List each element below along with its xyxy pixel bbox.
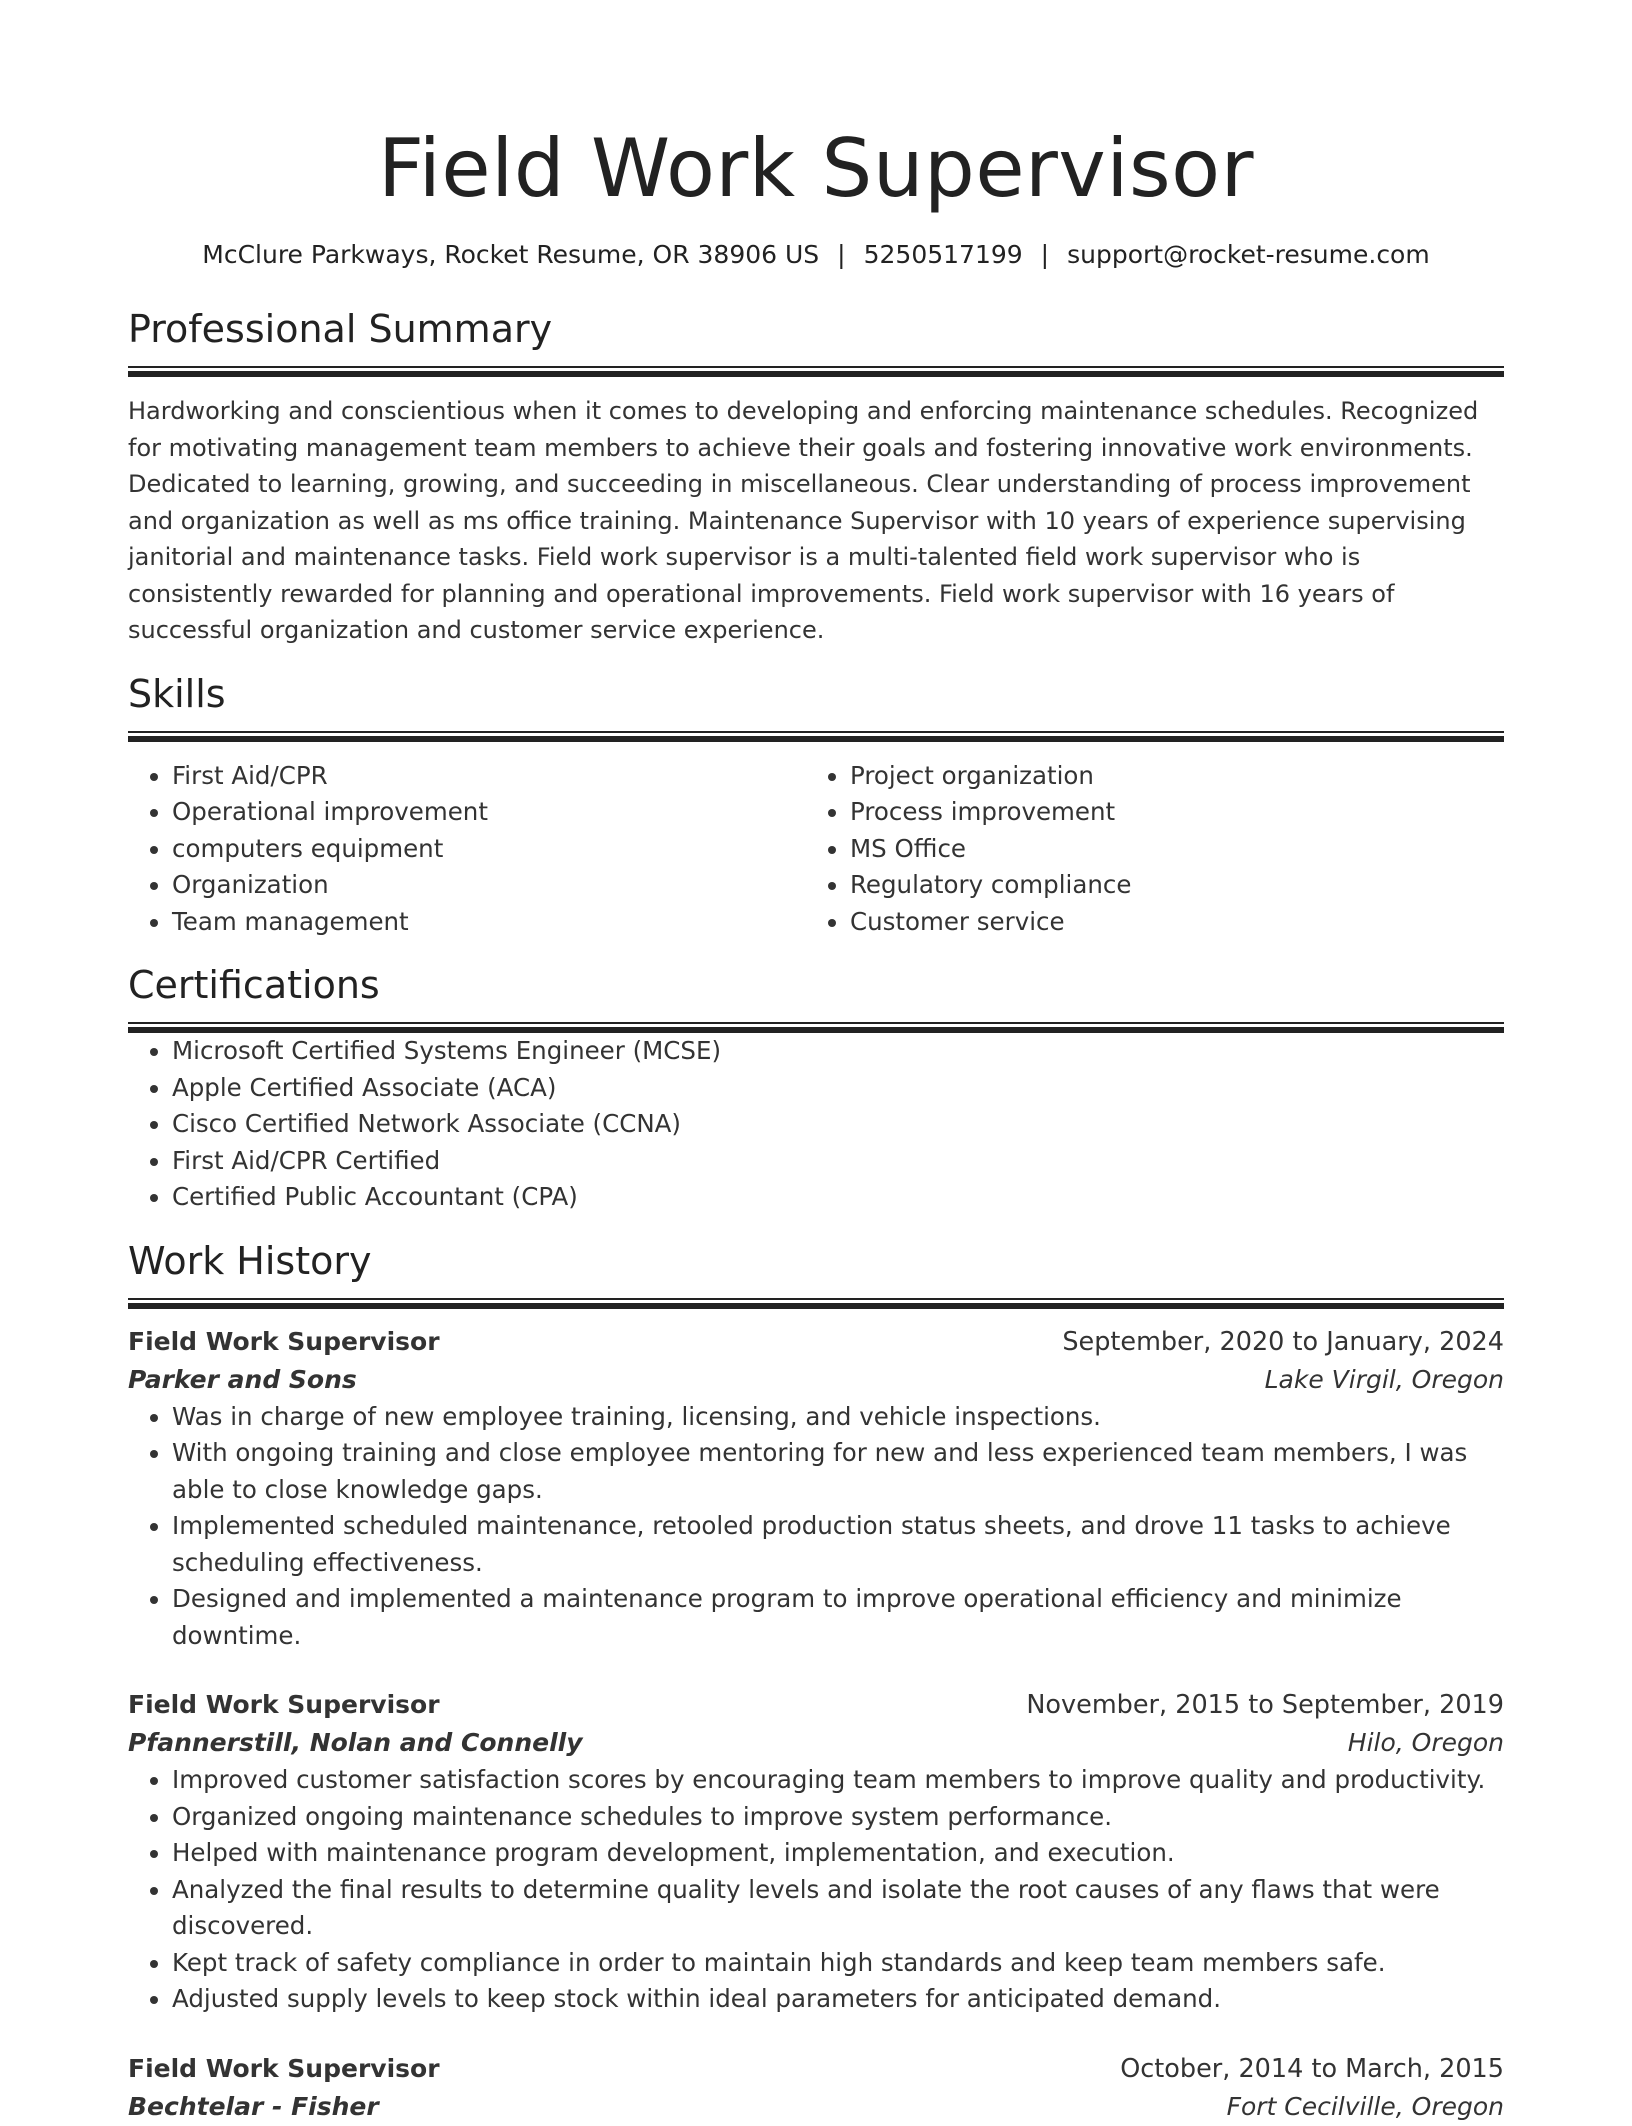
contact-separator: |: [837, 240, 846, 269]
summary-text: Hardworking and conscientious when it comes to developing and enforcing maintenance schedules. Recognized for motivating management team members to achieve their goals and fostering innovative work environments. Dedicated to learning, growing, and succeeding in miscellaneous. Clear understanding of process improvement and organization as well as ms office training. Maintenance Supervisor with 10 years of experience supervising janitorial and maintenance tasks. Field work supervisor is a multi-talented field work supervisor who is consistently rewarded for planning and operational improvements. Field work supervisor with 16 years of successful organization and customer service experience.: [128, 397, 1479, 644]
section-heading-skills: Skills: [128, 671, 226, 716]
resume-page: [128, 0, 1504, 2126]
job-bullet: • Implemented scheduled maintenance, retooled production status sheets, and drove 11 tasks to achieve scheduling effectiveness.: [172, 1508, 1504, 1581]
job-location: Hilo, Oregon: [1347, 1728, 1504, 1757]
section-divider: [128, 1022, 1504, 1033]
job-header-row: [128, 2050, 1504, 2088]
skills-section: [128, 671, 1504, 941]
section-divider: [128, 731, 1504, 742]
job-company: Pfannerstill, Nolan and Connelly: [128, 1728, 583, 1757]
job-header-row: [128, 1686, 1504, 1724]
job-company-row: [128, 2088, 1504, 2126]
work-history-section: [128, 1238, 1504, 2126]
certification-item: • Cisco Certified Network Associate (CCNA): [172, 1106, 1504, 1143]
job-bullet: • Was in charge of new employee training, licensing, and vehicle inspections.: [172, 1399, 1504, 1436]
job-bullet: • Kept track of safety compliance in order to maintain high standards and keep team members safe.: [172, 1945, 1504, 1982]
skill-item: • Project organization: [850, 758, 1484, 795]
job-company-row: [128, 1361, 1504, 1399]
job-dates: September, 2020 to January, 2024: [1062, 1326, 1504, 1357]
skill-item: • Customer service: [850, 904, 1484, 941]
job-entry: [128, 2050, 1504, 2126]
job-company: Parker and Sons: [128, 1364, 357, 1394]
contact-address: McClure Parkways, Rocket Resume, OR 38906 US: [202, 240, 820, 269]
certification-item: • Microsoft Certified Systems Engineer (MCSE): [172, 1033, 1504, 1070]
certification-item: • Certified Public Accountant (CPA): [172, 1179, 1504, 1216]
skill-item: • computers equipment: [172, 831, 806, 868]
skill-item: • Team management: [172, 904, 806, 941]
skill-item: • Process improvement: [850, 794, 1484, 831]
summary-section: [128, 306, 1504, 649]
section-divider: [128, 366, 1504, 377]
job-title: Field Work Supervisor: [128, 1326, 440, 1356]
job-location: Lake Virgil, Oregon: [1264, 1364, 1504, 1394]
skill-item: • First Aid/CPR: [172, 758, 806, 795]
job-company-row: [128, 1724, 1504, 1762]
contact-line: [128, 238, 1504, 272]
skill-item: • MS Office: [850, 831, 1484, 868]
job-header-row: [128, 1323, 1504, 1361]
contact-separator: |: [1040, 240, 1050, 269]
job-bullet: • Adjusted supply levels to keep stock within ideal parameters for anticipated demand.: [172, 1981, 1504, 2018]
job-bullet: • Helped with maintenance program development, implementation, and execution.: [172, 1835, 1504, 1872]
job-bullet: • With ongoing training and close employee mentoring for new and less experienced team members, I was able to close knowledge gaps.: [172, 1435, 1504, 1508]
skills-columns: [128, 758, 1504, 941]
page-title: Field Work Supervisor: [377, 122, 1255, 215]
job-entry: [128, 1686, 1504, 2018]
skill-item: • Organization: [172, 867, 806, 904]
job-dates: October, 2014 to March, 2015: [1120, 2053, 1504, 2084]
section-divider: [128, 1298, 1504, 1309]
section-heading-certifications: Certifications: [128, 963, 380, 1007]
job-company: Bechtelar - Fisher: [128, 2091, 379, 2121]
job-bullets: [128, 1399, 1504, 1655]
contact-phone: 5250517199: [863, 240, 1023, 269]
job-dates: November, 2015 to September, 2019: [1026, 1690, 1504, 1720]
skills-list-right: [806, 758, 1484, 941]
job-bullet: • Designed and implemented a maintenance program to improve operational efficiency and minimize downtime.: [172, 1581, 1504, 1654]
certification-item: • First Aid/CPR Certified: [172, 1143, 1504, 1180]
certification-item: • Apple Certified Associate (ACA): [172, 1070, 1504, 1107]
job-entry: [128, 1323, 1504, 1655]
skill-item: • Regulatory compliance: [850, 867, 1484, 904]
certifications-section: [128, 962, 1504, 1216]
job-title: Field Work Supervisor: [128, 1690, 440, 1719]
skills-column-left: [128, 758, 806, 941]
section-heading-work-history: Work History: [128, 1238, 372, 1283]
job-bullets: [128, 1762, 1504, 2018]
job-title: Field Work Supervisor: [128, 2053, 440, 2083]
job-bullet: • Organized ongoing maintenance schedules to improve system performance.: [172, 1799, 1504, 1836]
section-heading-summary: Professional Summary: [128, 307, 553, 351]
certifications-list: [128, 1033, 1504, 1216]
job-location: Fort Cecilville, Oregon: [1226, 2091, 1504, 2121]
contact-email: support@rocket-resume.com: [1067, 240, 1430, 269]
skills-list-left: [128, 758, 806, 941]
job-bullet: • Improved customer satisfaction scores by encouraging team members to improve quality and productivity.: [172, 1762, 1504, 1799]
skill-item: • Operational improvement: [172, 794, 806, 831]
skills-column-right: [806, 758, 1484, 941]
job-bullet: • Analyzed the final results to determine quality levels and isolate the root causes of any flaws that were discovered.: [172, 1872, 1504, 1945]
